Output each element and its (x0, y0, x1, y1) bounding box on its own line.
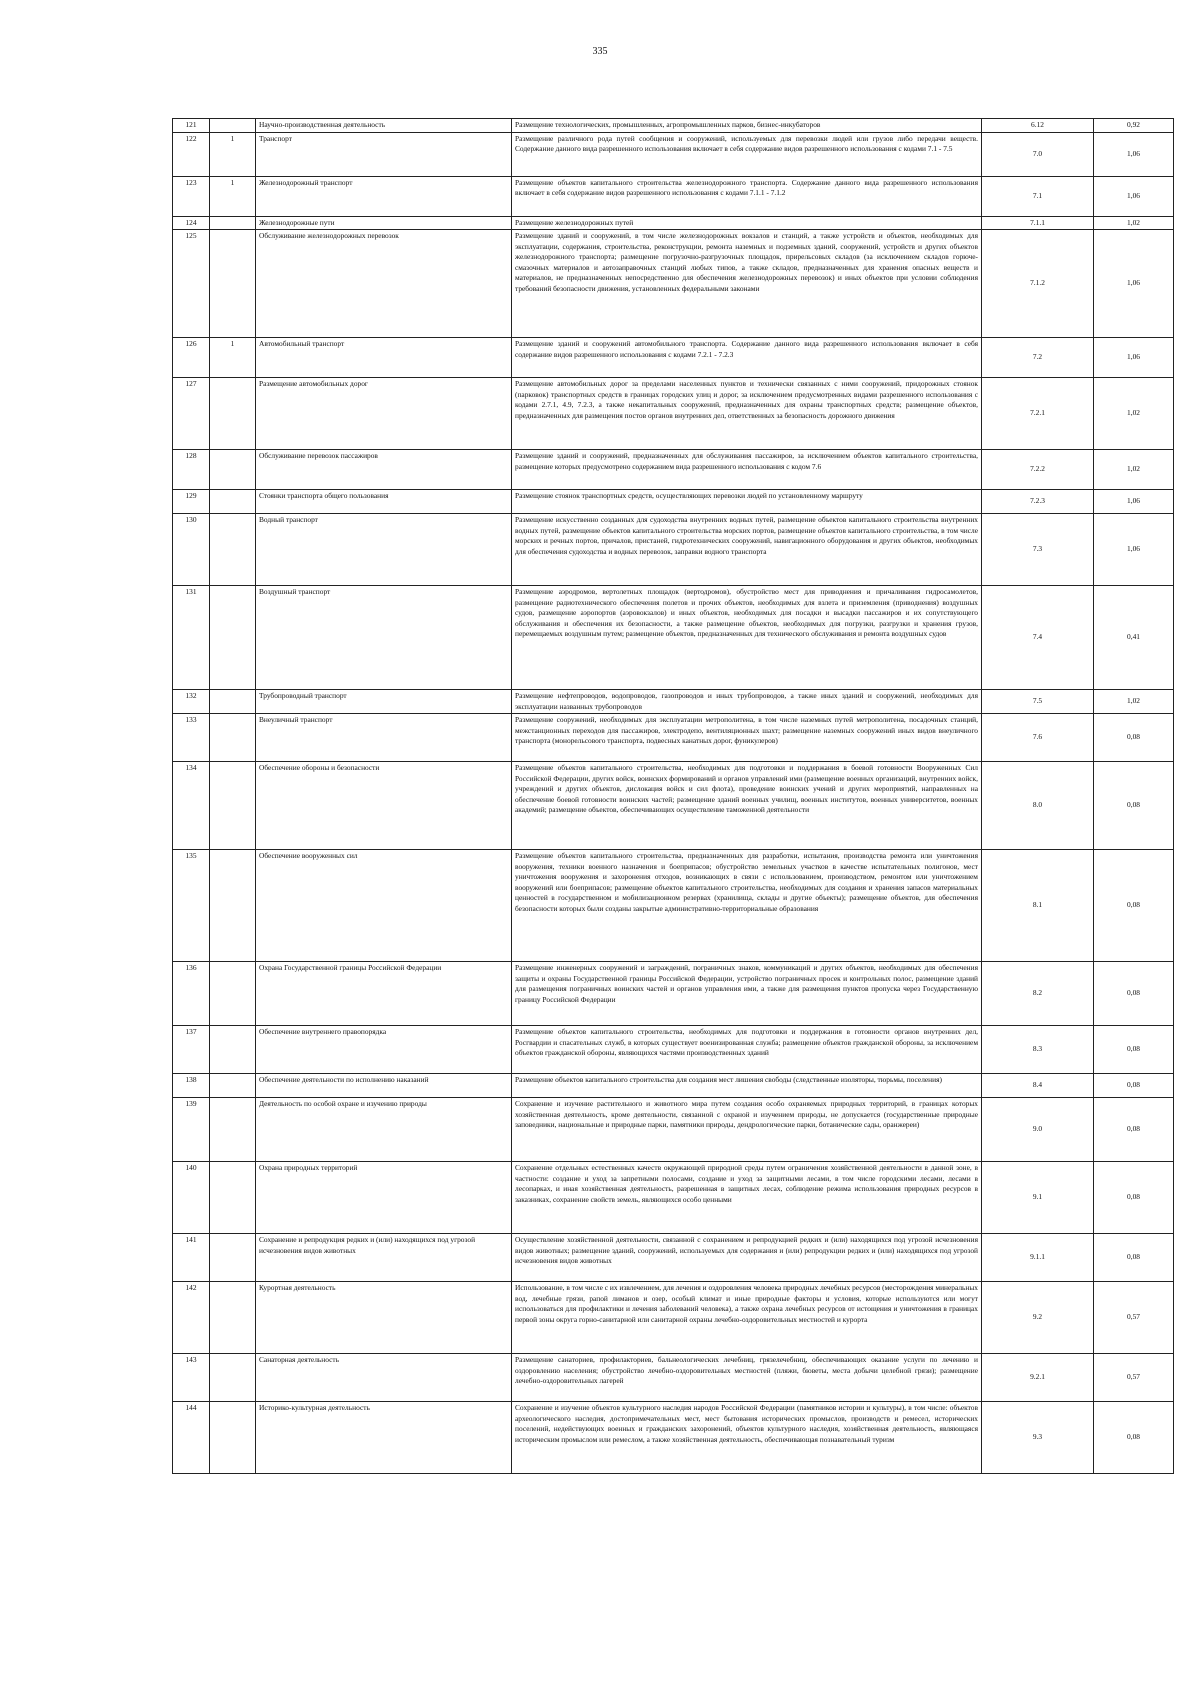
row-coefficient: 1,06 (1094, 230, 1174, 338)
row-code: 8.4 (982, 1074, 1094, 1098)
row-coefficient: 0,08 (1094, 1234, 1174, 1282)
row-level (210, 1234, 256, 1282)
row-coefficient: 1,02 (1094, 450, 1174, 490)
table-row (173, 216, 1174, 230)
row-number: 128 (173, 450, 210, 490)
row-coefficient: 0,08 (1094, 1098, 1174, 1162)
row-code: 7.2.3 (982, 490, 1094, 514)
row-level (210, 1402, 256, 1474)
row-number: 140 (173, 1162, 210, 1234)
row-level (210, 450, 256, 490)
row-code: 6.12 (982, 119, 1094, 133)
row-code: 9.2.1 (982, 1354, 1094, 1402)
row-code: 9.0 (982, 1098, 1094, 1162)
row-use-name: Автомобильный транспорт (256, 338, 512, 378)
table-row (173, 1074, 1174, 1098)
row-code: 7.5 (982, 690, 1094, 714)
row-code: 8.0 (982, 762, 1094, 850)
row-level (210, 1282, 256, 1354)
row-use-name: Обслуживание перевозок пассажиров (256, 450, 512, 490)
row-use-name: Обеспечение обороны и безопасности (256, 762, 512, 850)
row-description: Размещение стоянок транспортных средств, осуществляющих перевозки людей по установленному маршруту (512, 490, 982, 514)
row-code: 7.1.1 (982, 216, 1094, 230)
row-code: 8.2 (982, 962, 1094, 1026)
row-number: 144 (173, 1402, 210, 1474)
row-coefficient: 0,08 (1094, 1074, 1174, 1098)
row-level (210, 962, 256, 1026)
table-row (173, 132, 1174, 176)
row-level: 1 (210, 338, 256, 378)
row-number: 138 (173, 1074, 210, 1098)
table-row (173, 514, 1174, 586)
row-coefficient: 1,06 (1094, 338, 1174, 378)
row-code: 7.0 (982, 132, 1094, 176)
row-code: 9.1 (982, 1162, 1094, 1234)
row-number: 137 (173, 1026, 210, 1074)
row-coefficient: 0,08 (1094, 1402, 1174, 1474)
row-coefficient: 0,08 (1094, 714, 1174, 762)
page-number: 335 (592, 46, 608, 57)
row-description: Размещение объектов капитального строительства, необходимых для подготовки и поддержания в боевой готовности Вооруженных Сил Российской Федерации, других войск, воинских формирований и органов управлений ими (размещение военных организаций, внутренних войск, учреждений и других объектов, дислокация войск и сил флота), проведение воинских учений и других мероприятий, направленных на обеспечение боевой готовности воинских частей; размещение зданий военных училищ, военных институтов, военных университетов, военных академий; размещение объектов, обеспечивающих осуществление таможенной деятельности (512, 762, 982, 850)
row-coefficient: 0,92 (1094, 119, 1174, 133)
row-code: 8.3 (982, 1026, 1094, 1074)
row-description: Размещение искусственно созданных для судоходства внутренних водных путей, размещение объектов капитального строительства внутренних водных путей, размещение объектов капитального строительства морских портов, размещение объектов капитального строительства, в том числе морских и речных портов, причалов, пристаней, гидротехнических сооружений, навигационного оборудования и других объектов, необходимых для обеспечения судоходства и водных перевозок, заправки водного транспорта (512, 514, 982, 586)
row-use-name: Сохранение и репродукция редких и (или) находящихся под угрозой исчезновения видов животных (256, 1234, 512, 1282)
row-coefficient: 0,08 (1094, 850, 1174, 962)
row-code: 7.2 (982, 338, 1094, 378)
table-row (173, 1282, 1174, 1354)
row-description: Осуществление хозяйственной деятельности, связанной с сохранением и репродукцией редких и (или) находящихся под угрозой исчезновения видов животных; размещение зданий, сооружений, используемых для содержания и (или) репродукции редких и (или) находящихся под угрозой исчезновения видов животных (512, 1234, 982, 1282)
row-level: 1 (210, 132, 256, 176)
row-code: 7.6 (982, 714, 1094, 762)
row-number: 131 (173, 586, 210, 690)
row-code: 9.1.1 (982, 1234, 1094, 1282)
row-coefficient: 1,02 (1094, 690, 1174, 714)
row-use-name: Курортная деятельность (256, 1282, 512, 1354)
row-level (210, 230, 256, 338)
table-row (173, 230, 1174, 338)
table-row (173, 586, 1174, 690)
row-description: Размещение объектов капитального строительства для создания мест лишения свободы (следственные изоляторы, тюрьмы, поселения) (512, 1074, 982, 1098)
row-description: Размещение объектов капитального строительства, необходимых для подготовки и поддержания в готовности органов внутренних дел, Росгвардии и спасательных служб, в которых существует военизированная служба; размещение объектов гражданской обороны, за исключением объектов гражданской обороны, являющихся частями производственных зданий (512, 1026, 982, 1074)
row-level (210, 1354, 256, 1402)
row-coefficient: 0,08 (1094, 962, 1174, 1026)
row-level (210, 378, 256, 450)
row-number: 143 (173, 1354, 210, 1402)
row-use-name: Обеспечение вооруженных сил (256, 850, 512, 962)
row-number: 134 (173, 762, 210, 850)
row-use-name: Охрана природных территорий (256, 1162, 512, 1234)
row-use-name: Историко-культурная деятельность (256, 1402, 512, 1474)
row-number: 125 (173, 230, 210, 338)
row-use-name: Деятельность по особой охране и изучению природы (256, 1098, 512, 1162)
row-use-name: Внеуличный транспорт (256, 714, 512, 762)
row-number: 121 (173, 119, 210, 133)
row-number: 127 (173, 378, 210, 450)
row-level (210, 714, 256, 762)
row-description: Размещение нефтепроводов, водопроводов, газопроводов и иных трубопроводов, а также иных зданий и сооружений, необходимых для эксплуатации названных трубопроводов (512, 690, 982, 714)
row-use-name: Обслуживание железнодорожных перевозок (256, 230, 512, 338)
row-number: 141 (173, 1234, 210, 1282)
row-level (210, 119, 256, 133)
row-code: 7.1 (982, 176, 1094, 216)
row-description: Размещение санаториев, профилакториев, бальнеологических лечебниц, грязелечебниц, обеспечивающих оказание услуги по лечению и оздоровлению населения; обустройство лечебно-оздоровительных местностей (пляжи, бюветы, места добычи целебной грязи); размещение лечебно-оздоровительных лагерей (512, 1354, 982, 1402)
row-description: Размещение зданий и сооружений автомобильного транспорта. Содержание данного вида разрешенного использования включает в себя содержание видов разрешенного использования с кодами 7.2.1 - 7.2.3 (512, 338, 982, 378)
table-row (173, 1234, 1174, 1282)
table-row (173, 714, 1174, 762)
row-coefficient: 0,57 (1094, 1282, 1174, 1354)
row-use-name: Обеспечение деятельности по исполнению наказаний (256, 1074, 512, 1098)
table-row (173, 1162, 1174, 1234)
row-number: 124 (173, 216, 210, 230)
row-code: 9.3 (982, 1402, 1094, 1474)
row-number: 133 (173, 714, 210, 762)
row-coefficient: 0,57 (1094, 1354, 1174, 1402)
table-row (173, 338, 1174, 378)
row-coefficient: 1,06 (1094, 176, 1174, 216)
row-level: 1 (210, 176, 256, 216)
row-number: 136 (173, 962, 210, 1026)
row-code: 7.2.2 (982, 450, 1094, 490)
row-level (210, 690, 256, 714)
row-description: Сохранение и изучение растительного и животного мира путем создания особо охраняемых природных территорий, в границах которых хозяйственная деятельность, кроме деятельности, связанной с охраной и изучением природы, не допускается (государственные природные заповедники, национальные и природные парки, памятники природы, дендрологические парки, ботанические сады, оранжереи) (512, 1098, 982, 1162)
table-row (173, 490, 1174, 514)
row-number: 129 (173, 490, 210, 514)
table-row (173, 1098, 1174, 1162)
row-description: Размещение сооружений, необходимых для эксплуатации метрополитена, в том числе наземных путей метрополитена, посадочных станций, межстанционных переходов для пассажиров, электродепо, вентиляционных шахт; размещение наземных сооружений иных видов внеуличного транспорта (монорельсового транспорта, подвесных канатных дорог, фуникулеров) (512, 714, 982, 762)
row-code: 7.2.1 (982, 378, 1094, 450)
row-description: Сохранение отдельных естественных качеств окружающей природной среды путем ограничения хозяйственной деятельности в данной зоне, в частности: создание и уход за запретными полосами, создание и уход за защитными лесами, в том числе городскими лесами, лесами в лесопарках, и иная хозяйственная деятельность, разрешенная в защитных лесах, соблюдение режима использования природных ресурсов в заказниках, сохранение свойств земель, являющихся особо ценными (512, 1162, 982, 1234)
row-level (210, 850, 256, 962)
row-number: 139 (173, 1098, 210, 1162)
row-description: Сохранение и изучение объектов культурного наследия народов Российской Федерации (памятников истории и культуры), в том числе: объектов археологического наследия, достопримечательных мест, мест бытования исторических промыслов, производств и ремесел, исторических поселений, недействующих военных и гражданских захоронений, объектов культурного наследия, хозяйственная деятельность, являющаяся историческим промыслом или ремеслом, а также хозяйственная деятельность, обеспечивающая познавательный туризм (512, 1402, 982, 1474)
table-row (173, 1402, 1174, 1474)
table-row (173, 962, 1174, 1026)
row-use-name: Водный транспорт (256, 514, 512, 586)
row-number: 142 (173, 1282, 210, 1354)
row-level (210, 1074, 256, 1098)
table-row (173, 690, 1174, 714)
row-coefficient: 0,41 (1094, 586, 1174, 690)
row-level (210, 216, 256, 230)
row-description: Размещение различного рода путей сообщения и сооружений, используемых для перевозки людей или грузов либо передачи веществ. Содержание данного вида разрешенного использования включает в себя содержание видов разрешенного использования с кодами 7.1 - 7.5 (512, 132, 982, 176)
row-use-name: Воздушный транспорт (256, 586, 512, 690)
row-level (210, 1162, 256, 1234)
row-code: 7.3 (982, 514, 1094, 586)
table-row (173, 850, 1174, 962)
row-number: 122 (173, 132, 210, 176)
land-use-table (172, 118, 1174, 1474)
table-row (173, 1354, 1174, 1402)
row-number: 132 (173, 690, 210, 714)
row-description: Размещение зданий и сооружений, предназначенных для обслуживания пассажиров, за исключением объектов капитального строительства, размещение которых предусмотрено содержанием вида разрешенного использования с кодом 7.6 (512, 450, 982, 490)
table-row (173, 1026, 1174, 1074)
row-use-name: Стоянки транспорта общего пользования (256, 490, 512, 514)
table-row (173, 119, 1174, 133)
row-code: 9.2 (982, 1282, 1094, 1354)
row-description: Размещение инженерных сооружений и заграждений, пограничных знаков, коммуникаций и других объектов, необходимых для обеспечения защиты и охраны Государственной границы Российской Федерации, устройство пограничных просек и контрольных полос, размещение зданий для размещения пограничных воинских частей и органов управления ими, а также для размещения пунктов пропуска через Государственную границу Российской Федерации (512, 962, 982, 1026)
row-use-name: Научно-производственная деятельность (256, 119, 512, 133)
table-row (173, 176, 1174, 216)
row-coefficient: 1,06 (1094, 132, 1174, 176)
table-row (173, 378, 1174, 450)
row-description: Использование, в том числе с их извлечением, для лечения и оздоровления человека природных лечебных ресурсов (месторождения минеральных вод, лечебные грязи, рапой лиманов и озер, особый климат и иные природные факторы и условия, которые используются или могут использоваться для профилактики и лечения заболеваний человека), а также охрана лечебных ресурсов от истощения и уничтожения в границах первой зоны округа горно-санитарной или санитарной охраны лечебно-оздоровительных местностей и курорта (512, 1282, 982, 1354)
row-code: 7.4 (982, 586, 1094, 690)
row-use-name: Санаторная деятельность (256, 1354, 512, 1402)
row-use-name: Железнодорожные пути (256, 216, 512, 230)
row-description: Размещение аэродромов, вертолетных площадок (вертодромов), обустройство мест для приводнения и причаливания гидросамолетов, размещение радиотехнического обеспечения полетов и прочих объектов, необходимых для взлета и приземления (приводнения) воздушных судов, размещение аэропортов (аэровокзалов) и иных объектов, необходимых для посадки и высадки пассажиров и их сопутствующего обслуживания и обеспечения их безопасности, а также размещение объектов, необходимых для погрузки, разгрузки и хранения грузов, перемещаемых воздушным путем; размещение объектов, предназначенных для технического обслуживания и ремонта воздушных судов (512, 586, 982, 690)
row-use-name: Железнодорожный транспорт (256, 176, 512, 216)
row-code: 7.1.2 (982, 230, 1094, 338)
table-row (173, 762, 1174, 850)
row-number: 126 (173, 338, 210, 378)
row-description: Размещение технологических, промышленных, агропромышленных парков, бизнес-инкубаторов (512, 119, 982, 133)
row-level (210, 1026, 256, 1074)
row-coefficient: 1,02 (1094, 378, 1174, 450)
row-coefficient: 0,08 (1094, 1026, 1174, 1074)
row-description: Размещение железнодорожных путей (512, 216, 982, 230)
row-level (210, 490, 256, 514)
row-code: 8.1 (982, 850, 1094, 962)
row-level (210, 762, 256, 850)
row-number: 135 (173, 850, 210, 962)
row-coefficient: 0,08 (1094, 762, 1174, 850)
row-coefficient: 1,06 (1094, 490, 1174, 514)
row-level (210, 1098, 256, 1162)
row-use-name: Обеспечение внутреннего правопорядка (256, 1026, 512, 1074)
row-coefficient: 0,08 (1094, 1162, 1174, 1234)
row-coefficient: 1,02 (1094, 216, 1174, 230)
row-use-name: Размещение автомобильных дорог (256, 378, 512, 450)
row-description: Размещение зданий и сооружений, в том числе железнодорожных вокзалов и станций, а также устройств и объектов, необходимых для эксплуатации, содержания, строительства, реконструкции, ремонта наземных и подземных зданий, сооружений, устройств и других объектов железнодорожного транспорта; размещение погрузочно-разгрузочных площадок, прирельсовых складов (за исключением складов горюче-смазочных материалов и автозаправочных станций любых типов, а также складов, предназначенных для хранения опасных веществ и материалов, не предназначенных непосредственно для обеспечения железнодорожных перевозок) и иных объектов при условии соблюдения требований безопасности движения, установленных федеральными законами (512, 230, 982, 338)
table-row (173, 450, 1174, 490)
row-level (210, 586, 256, 690)
row-number: 123 (173, 176, 210, 216)
row-level (210, 514, 256, 586)
row-description: Размещение объектов капитального строительства, предназначенных для разработки, испытания, производства ремонта или уничтожения вооружения, техники военного назначения и боеприпасов; обустройство земельных участков в качестве испытательных полигонов, мест уничтожения вооружения и захоронения отходов, возникающих в связи с использованием, производством, ремонтом или уничтожением вооружений или боеприпасов; размещение объектов капитального строительства, необходимых для создания и хранения запасов материальных ценностей в государственном и мобилизационном резервах (хранилища, склады и другие объекты); размещение объектов, для обеспечения безопасности которых были созданы закрытые административно-территориальные образования (512, 850, 982, 962)
row-description: Размещение автомобильных дорог за пределами населенных пунктов и технически связанных с ними сооружений, придорожных стоянок (парковок) транспортных средств в границах городских улиц и дорог, за исключением предусмотренных видами разрешенного использования с кодами 2.7.1, 4.9, 7.2.3, а также некапитальных сооружений, предназначенных для охраны транспортных средств; размещение объектов, предназначенных для размещения постов органов внутренних дел, ответственных за безопасность дорожного движения (512, 378, 982, 450)
row-coefficient: 1,06 (1094, 514, 1174, 586)
row-description: Размещение объектов капитального строительства железнодорожного транспорта. Содержание данного вида разрешенного использования включает в себя содержание видов разрешенного использования с кодами 7.1.1 - 7.1.2 (512, 176, 982, 216)
row-use-name: Охрана Государственной границы Российской Федерации (256, 962, 512, 1026)
row-number: 130 (173, 514, 210, 586)
row-use-name: Трубопроводный транспорт (256, 690, 512, 714)
row-use-name: Транспорт (256, 132, 512, 176)
